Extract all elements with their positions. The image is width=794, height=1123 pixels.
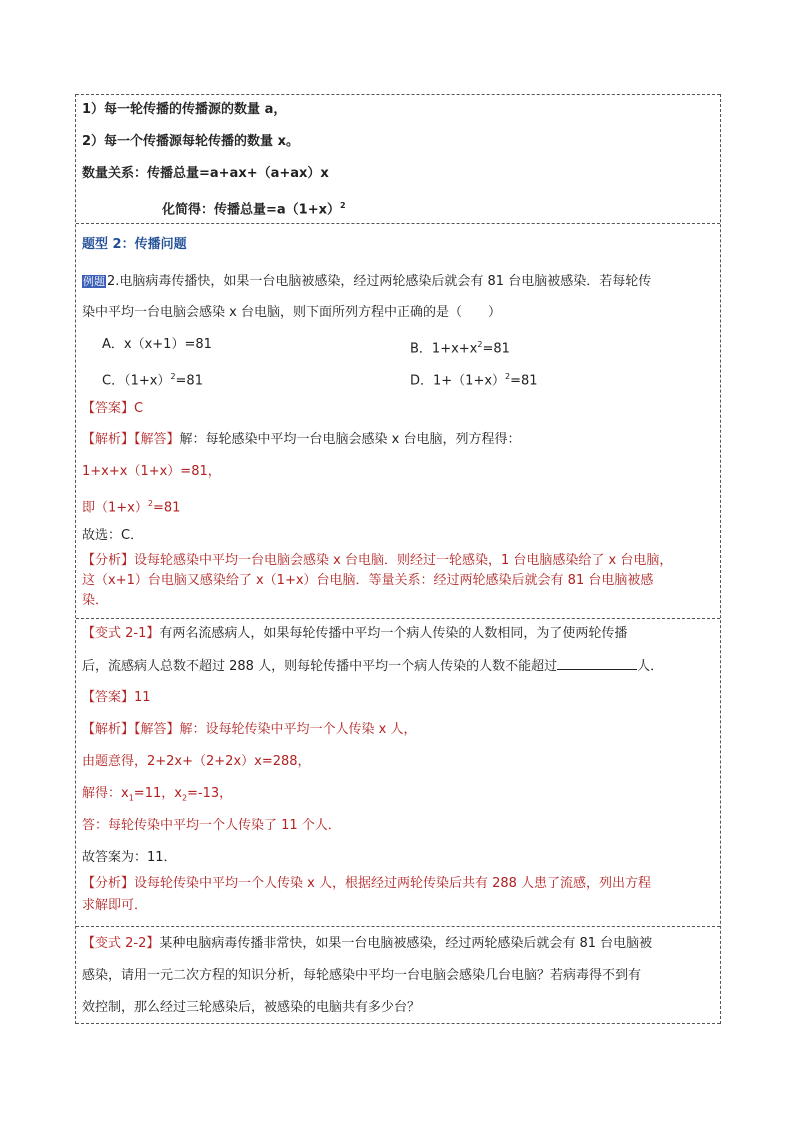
equation-2-text: 即（1+x） bbox=[82, 500, 148, 516]
fenxi-line-1 bbox=[82, 552, 672, 570]
summary-line-2: 2）每一个传播源每轮传播的数量 x。 bbox=[82, 134, 299, 149]
variant-2-1-analysis-text: 解：设每轮传染中平均一个人传染 x 人， bbox=[179, 722, 417, 737]
option-a: A．x（x+1）=81 bbox=[102, 337, 212, 352]
solution-mid: =11，x bbox=[133, 786, 182, 801]
variant-2-1-fill: 故答案为：11． bbox=[82, 850, 177, 865]
option-c-exp: 2 bbox=[170, 372, 176, 381]
variant-2-1-solution bbox=[82, 785, 232, 808]
summary-section bbox=[76, 94, 720, 224]
option-c-text: C．（1+x） bbox=[102, 373, 171, 389]
option-d bbox=[410, 368, 538, 390]
question-line-2: 染中平均一台电脑会感染 x 台电脑，则下面所列方程中正确的是（ ） bbox=[82, 305, 501, 320]
simplified-text: 化简得：传播总量=a（1+x） bbox=[162, 202, 340, 218]
simplified-exponent: 2 bbox=[340, 201, 346, 210]
document-frame bbox=[75, 94, 721, 1024]
variant-2-1-answer bbox=[82, 689, 151, 707]
variant-2-1-equation: 由题意得，2+2x+（2+2x）x=288， bbox=[82, 754, 311, 769]
example-section bbox=[76, 224, 720, 619]
solution-sub-1: 1 bbox=[128, 793, 134, 803]
answer-value: C bbox=[134, 401, 144, 416]
solution-text: 解得：x bbox=[82, 786, 129, 801]
fenxi-text-1: 设每轮感染中平均一台电脑会感染 x 台电脑．则经过一轮感染，1 台电脑感染给了 x 台电脑， bbox=[134, 553, 673, 568]
option-c bbox=[102, 368, 203, 390]
topic-heading: 题型 2：传播问题 bbox=[82, 237, 187, 252]
variant-2-1-text-2: 后，流感病人总数不超过 288 人，则每轮传播中平均一个病人传染的人数不能超过 bbox=[82, 659, 558, 674]
relation-line: 数量关系：传播总量=a+ax+（a+ax）x bbox=[82, 166, 329, 181]
variant-2-1-fenxi-1 bbox=[82, 875, 651, 893]
variant-2-1-analysis-label: 【解析】【解答】 bbox=[82, 722, 180, 737]
option-d-text: D．1+（1+x） bbox=[410, 373, 506, 389]
fenxi-label: 【分析】 bbox=[82, 553, 135, 568]
summary-line-1: 1）每一轮传播的传播源的数量 a， bbox=[82, 102, 287, 117]
variant-2-1-answer-value: 11 bbox=[134, 690, 151, 705]
fenxi-line-3: 染． bbox=[82, 593, 109, 608]
variant-2-1-answer-label: 【答案】 bbox=[82, 690, 135, 705]
variant-2-1-reply: 答：每轮传染中平均一个人传染了 11 个人． bbox=[82, 818, 341, 833]
option-b bbox=[410, 336, 510, 358]
equation-2 bbox=[82, 495, 180, 517]
variant-2-2-line-1 bbox=[82, 935, 652, 953]
variant-2-2-text-1: 某种电脑病毒传播非常快，如果一台电脑被感染，经过两轮感染后就会有 81 台电脑被 bbox=[159, 936, 653, 951]
variant-2-1-text-1: 有两名流感病人，如果每轮传播中平均一个病人传染的人数相同，为了使两轮传播 bbox=[159, 626, 628, 641]
variant-2-2-line-3: 效控制，那么经过三轮感染后，被感染的电脑共有多少台？ bbox=[82, 1000, 421, 1015]
option-b-exp: 2 bbox=[477, 340, 483, 349]
variant-2-1-line-2 bbox=[82, 657, 663, 676]
answer-label: 【答案】 bbox=[82, 401, 135, 416]
option-b-text: B．1+x+x bbox=[410, 341, 478, 357]
option-c-rhs: =81 bbox=[175, 373, 203, 389]
variant-2-2-line-2: 感染，请用一元二次方程的知识分析，每轮感染中平均一台电脑会感染几台电脑？若病毒得不到有 bbox=[82, 968, 642, 983]
question-text-1: 2.电脑病毒传播快，如果一台电脑被感染，经过两轮感染后就会有 81 台电脑被感染．若每轮传 bbox=[107, 274, 652, 289]
variant-2-1-text-3: 人． bbox=[637, 659, 664, 674]
answer-blank bbox=[557, 657, 637, 670]
fenxi-line-2: 这（x+1）台电脑又感染给了 x（1+x）台电脑．等量关系：经过两轮感染后就会有 81 台电脑被感 bbox=[82, 573, 654, 588]
variant-2-1-fenxi-2: 求解即可． bbox=[82, 898, 148, 913]
analysis-text: 解：每轮感染中平均一台电脑会感染 x 台电脑，列方程得： bbox=[179, 432, 521, 447]
equation-2-rhs: =81 bbox=[152, 500, 181, 516]
example-tag: 例题 bbox=[83, 275, 105, 288]
option-d-exp: 2 bbox=[505, 372, 511, 381]
variant-2-1-label: 【变式 2-1】 bbox=[82, 626, 160, 641]
variant-2-1-fenxi-label: 【分析】 bbox=[82, 876, 135, 891]
solution-end: =-13， bbox=[187, 786, 233, 801]
variant-2-1-analysis bbox=[82, 721, 416, 739]
variant-2-2-label: 【变式 2-2】 bbox=[82, 936, 160, 951]
option-b-rhs: =81 bbox=[482, 341, 510, 357]
variant-2-2-section bbox=[76, 927, 720, 1024]
question-line-1 bbox=[82, 273, 651, 291]
choose-line: 故选：C． bbox=[82, 528, 144, 543]
equation-1: 1+x+x（1+x）=81， bbox=[82, 464, 221, 479]
answer-line bbox=[82, 400, 143, 418]
variant-2-1-fenxi-text: 设每轮传染中平均一个人传染 x 人，根据经过两轮传染后共有 288 人患了流感，列出方程 bbox=[134, 876, 652, 891]
equation-2-exp: 2 bbox=[147, 499, 153, 508]
variant-2-1-section bbox=[76, 619, 720, 927]
option-d-rhs: =81 bbox=[510, 373, 538, 389]
analysis-label: 【解析】【解答】 bbox=[82, 432, 180, 447]
simplified-line bbox=[162, 197, 346, 219]
variant-2-1-line-1 bbox=[82, 625, 627, 643]
solution-sub-2: 2 bbox=[181, 793, 188, 803]
analysis-line bbox=[82, 431, 520, 449]
